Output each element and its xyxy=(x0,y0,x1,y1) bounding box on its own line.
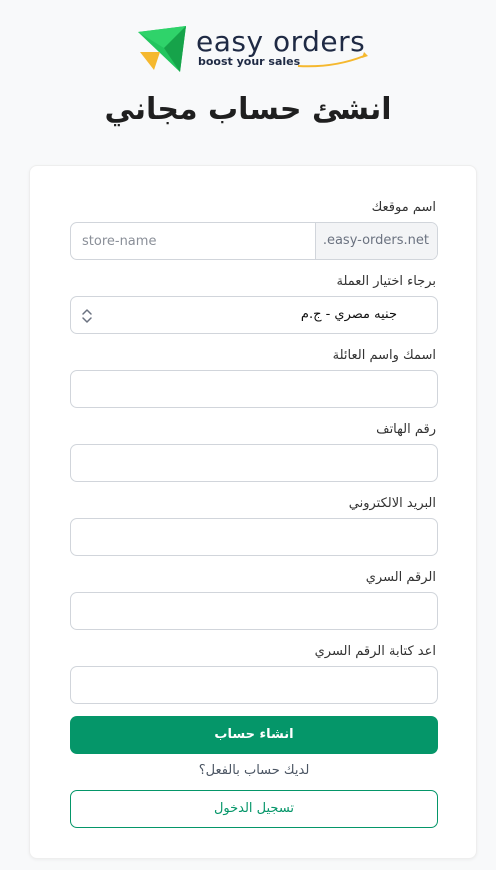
brand-tagline: boost your sales xyxy=(198,55,301,68)
phone-label: رقم الهاتف xyxy=(376,422,436,437)
email-label: البريد الالكتروني xyxy=(348,496,436,511)
password-confirm-input[interactable] xyxy=(70,666,438,704)
email-input[interactable] xyxy=(70,518,438,556)
password-label: الرقم السري xyxy=(365,570,436,585)
password-confirm-label: اعد كتابة الرقم السري xyxy=(314,644,436,659)
currency-select[interactable] xyxy=(70,296,438,334)
currency-select-value: جنيه مصري - ج.م xyxy=(300,307,397,322)
store-name-label: اسم موقعك xyxy=(371,200,436,215)
brand-logo xyxy=(136,22,372,76)
login-button[interactable]: تسجيل الدخول xyxy=(70,790,438,828)
store-name-input[interactable] xyxy=(71,223,315,259)
store-name-group xyxy=(70,222,438,260)
password-input[interactable] xyxy=(70,592,438,630)
currency-label: برجاء اختيار العملة xyxy=(336,274,436,289)
have-account-text: لديك حساب بالفعل؟ xyxy=(198,763,310,778)
brand-name: easy orders xyxy=(196,25,366,58)
signup-card xyxy=(29,165,477,859)
page-title: انشئ حساب مجاني xyxy=(104,92,392,127)
chevron-up-down-icon xyxy=(81,307,93,325)
full-name-label: اسمك واسم العائلة xyxy=(332,348,436,363)
full-name-input[interactable] xyxy=(70,370,438,408)
create-account-button[interactable]: انشاء حساب xyxy=(70,716,438,754)
domain-suffix: .easy-orders.net xyxy=(315,223,438,259)
phone-input[interactable] xyxy=(70,444,438,482)
